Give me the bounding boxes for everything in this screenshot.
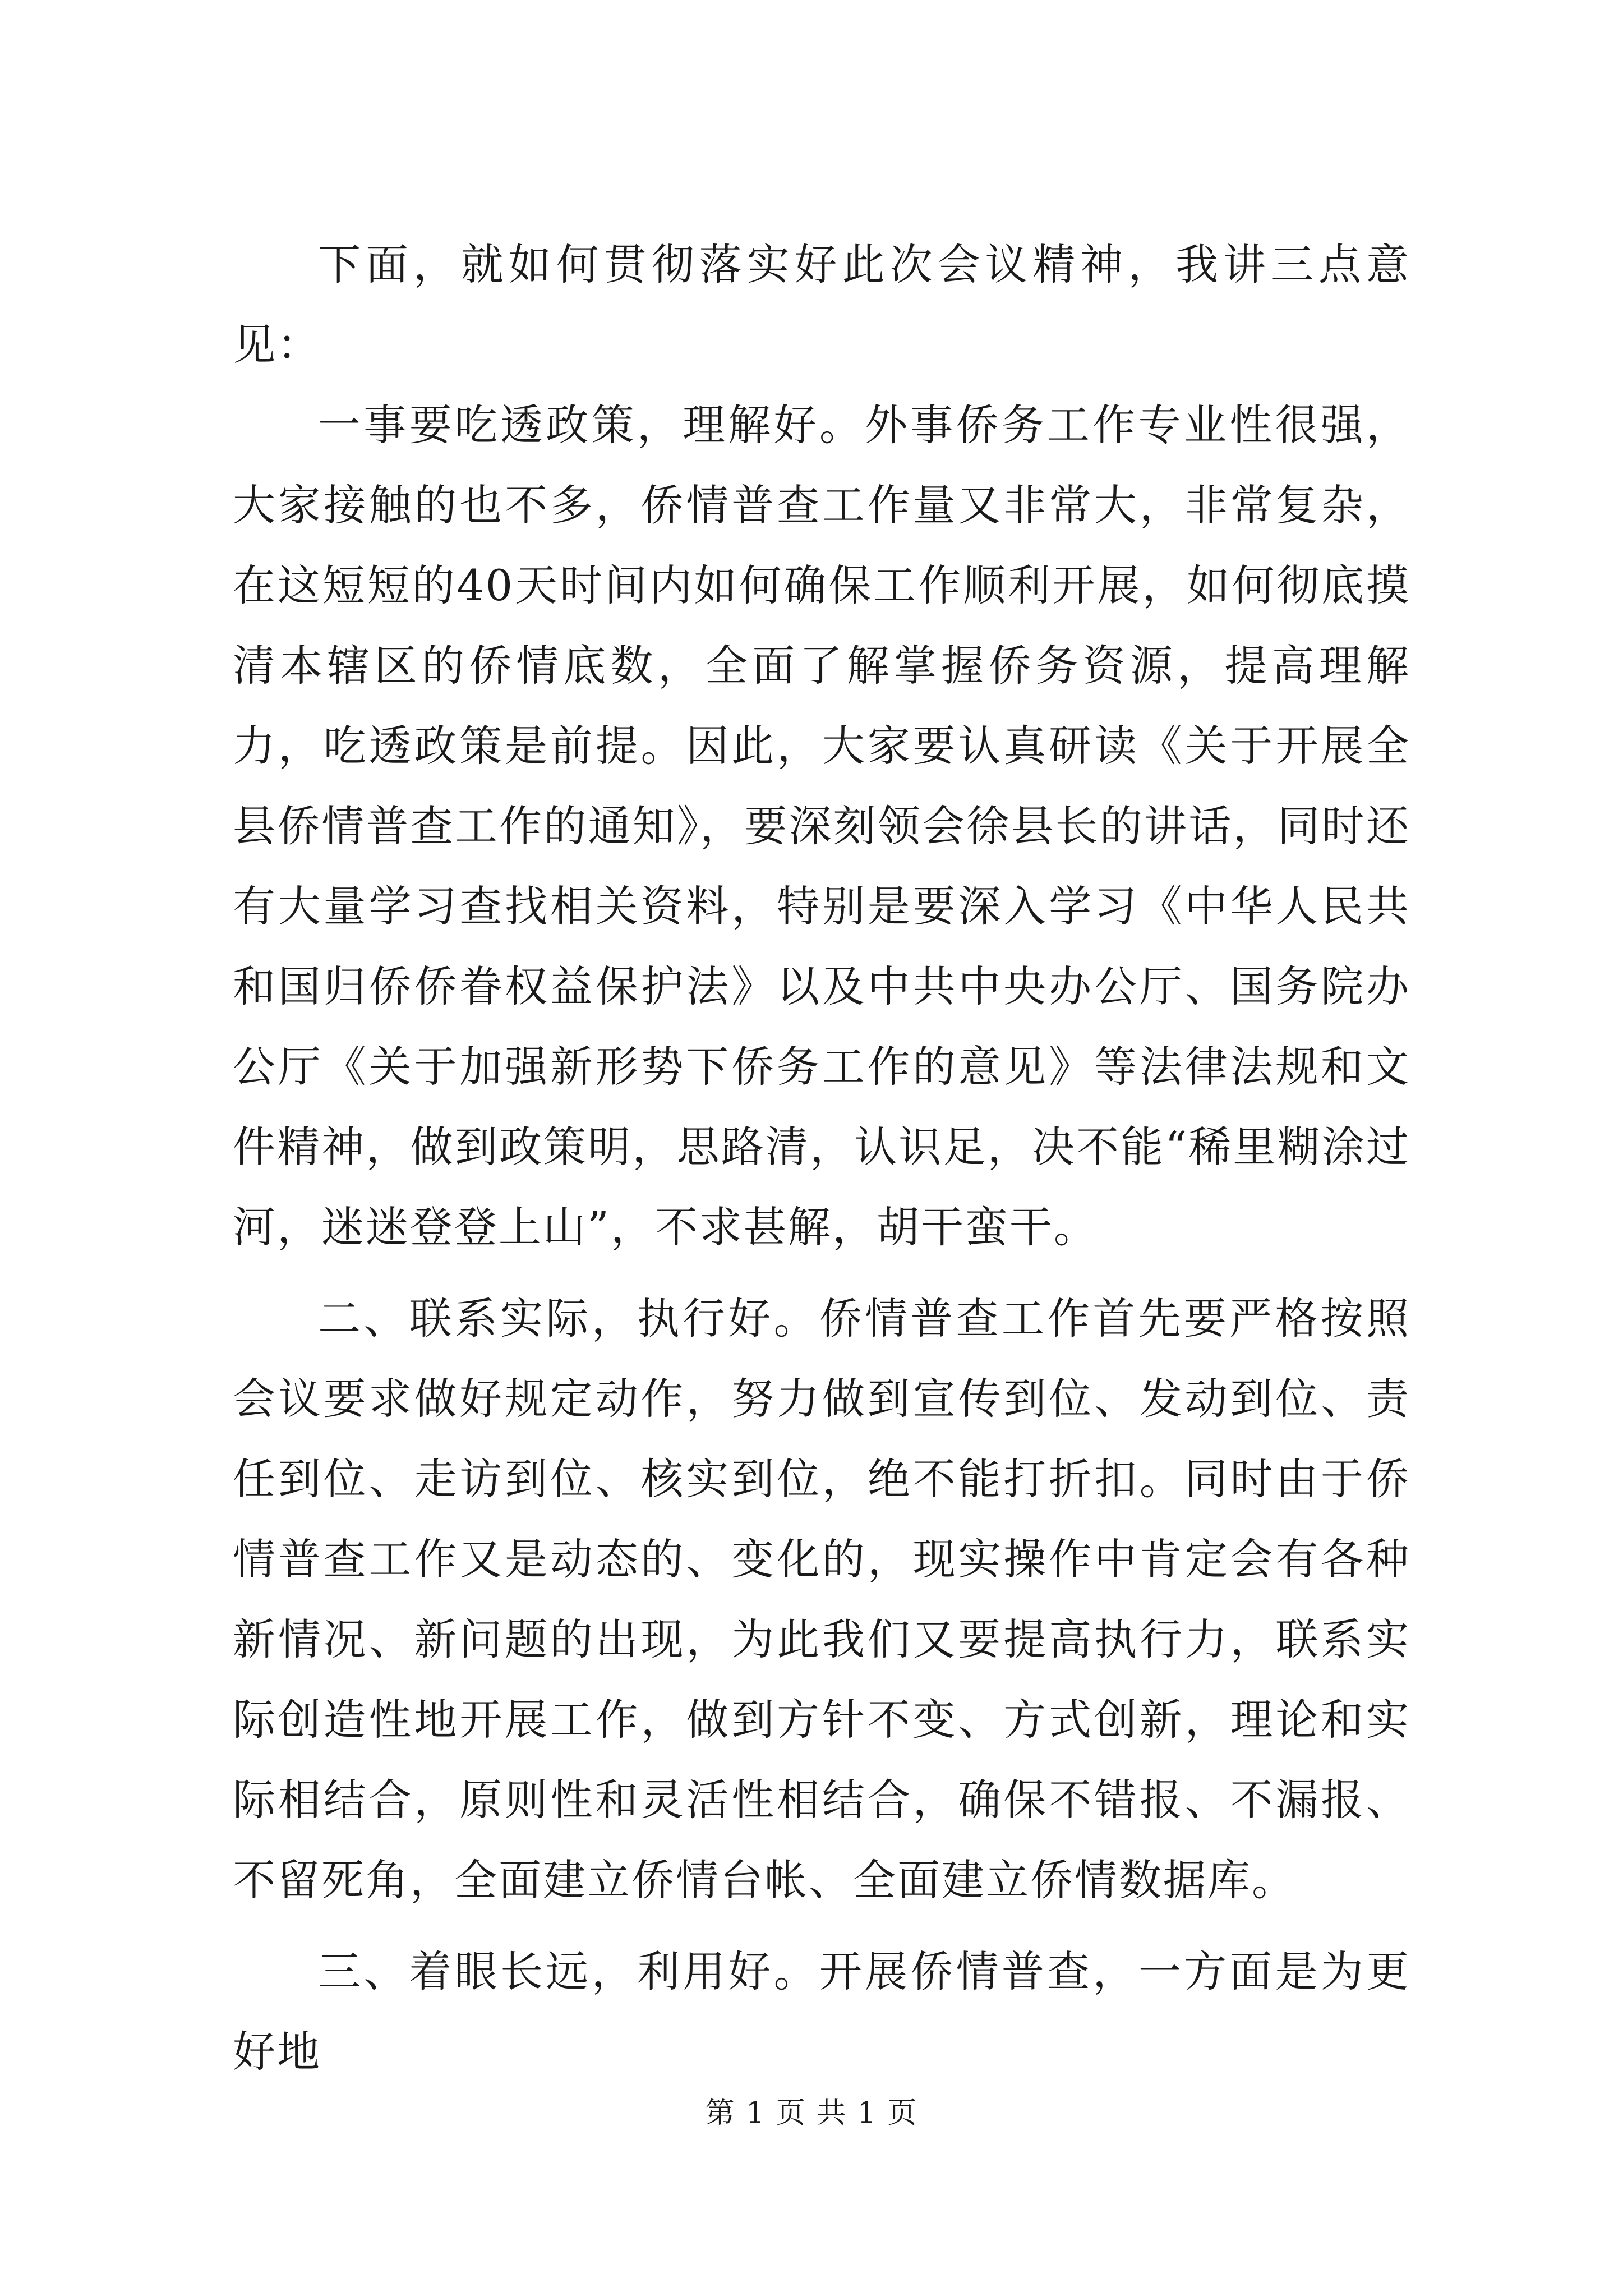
document-body bbox=[233, 224, 1410, 2092]
paragraph-point-three: 三、着眼长远，利用好。开展侨情普查，一方面是为更好地 bbox=[233, 1947, 1410, 2077]
paragraph-point-two: 二、联系实际，执行好。侨情普查工作首先要严格按照会议要求做好规定动作，努力做到宣传到位、发动到位、责任到位、走访到位、核实到位，绝不能打折扣。同时由于侨情普查工作又是动态的、变化的，现实操作中肯定会有各种新情况、新问题的出现，为此我们又要提高执行力，联系实际创造性地开展工作，做到方针不变、方式创新，理论和实际相结合，原则性和灵活性相结合，确保不错报、不漏报、不留死角，全面建立侨情台帐、全面建立侨情数据库。 bbox=[233, 1294, 1410, 1905]
page-footer: 第 1 页 共 1 页 bbox=[705, 2096, 918, 2130]
paragraph-point-one: 一事要吃透政策，理解好。外事侨务工作专业性很强，大家接触的也不多，侨情普查工作量又非常大，非常复杂，在这短短的40天时间内如何确保工作顺利开展，如何彻底摸清本辖区的侨情底数，全面了解掌握侨务资源，提高理解力，吃透政策是前提。因此，大家要认真研读《关于开展全县侨情普查工作的通知》，要深刻领会徐县长的讲话，同时还有大量学习查找相关资料，特别是要深入学习《中华人民共和国归侨侨眷权益保护法》以及中共中央办公厅、国务院办公厅《关于加强新形势下侨务工作的意见》等法律法规和文件精神，做到政策明，思路清，认识足，决不能“稀里糊涂过河，迷迷登登上山”，不求甚解，胡干蛮干。 bbox=[233, 400, 1410, 1252]
paragraph-intro: 下面，就如何贯彻落实好此次会议精神，我讲三点意见： bbox=[233, 240, 1410, 370]
